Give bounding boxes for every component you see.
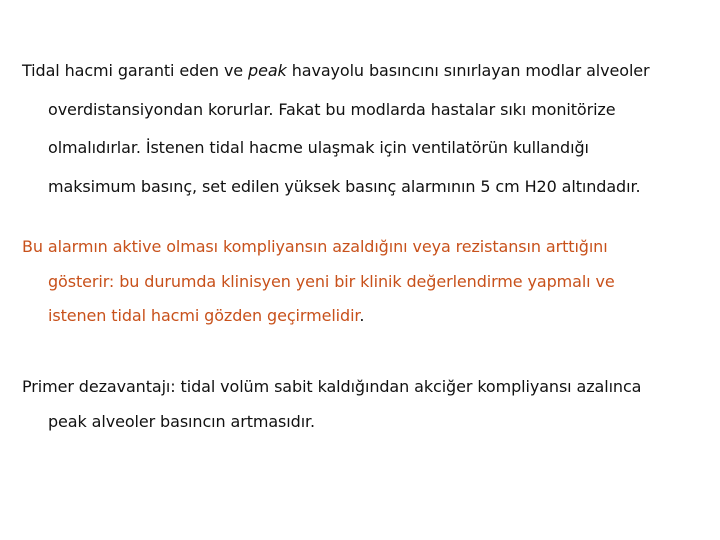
- period: .: [359, 306, 365, 325]
- paragraph-line: overdistansiyondan korurlar. Fakat bu modlarda hastalar sıkı monitörize: [48, 99, 616, 119]
- paragraph-line: gösterir: bu durumda klinisyen yeni bir klinik değerlendirme yapmalı ve: [48, 271, 615, 291]
- paragraph-line: Bu alarmın aktive olması kompliyansın azaldığını veya rezistansın arttığını: [22, 237, 608, 256]
- italic-term-peak: peak: [248, 61, 287, 80]
- paragraph-line: maksimum basınç, set edilen yüksek basınç alarmının 5 cm H20 altındadır.: [48, 176, 641, 196]
- paragraph-line: olmalıdırlar. İstenen tidal hacme ulaşmak için ventilatörün kullandığı: [48, 138, 589, 157]
- paragraph-pressure-limited-modes: [22, 52, 712, 206]
- paragraph-primary-disadvantage: [22, 370, 712, 439]
- text-run: Tidal hacmi garanti eden ve: [22, 61, 249, 80]
- paragraph-line: peak alveoler basıncın artmasıdır.: [48, 411, 316, 431]
- text-run: istenen tidal hacmi gözden geçirmelidir: [48, 306, 360, 325]
- paragraph-line: Primer dezavantajı: tidal volüm sabit kaldığından akciğer kompliyansı azalınca: [22, 377, 642, 396]
- text-run: havayolu basıncını sınırlayan modlar alveoler: [286, 61, 650, 80]
- paragraph-line: [22, 52, 712, 91]
- paragraph-alarm-activation: [22, 230, 712, 334]
- paragraph-line: [22, 299, 712, 334]
